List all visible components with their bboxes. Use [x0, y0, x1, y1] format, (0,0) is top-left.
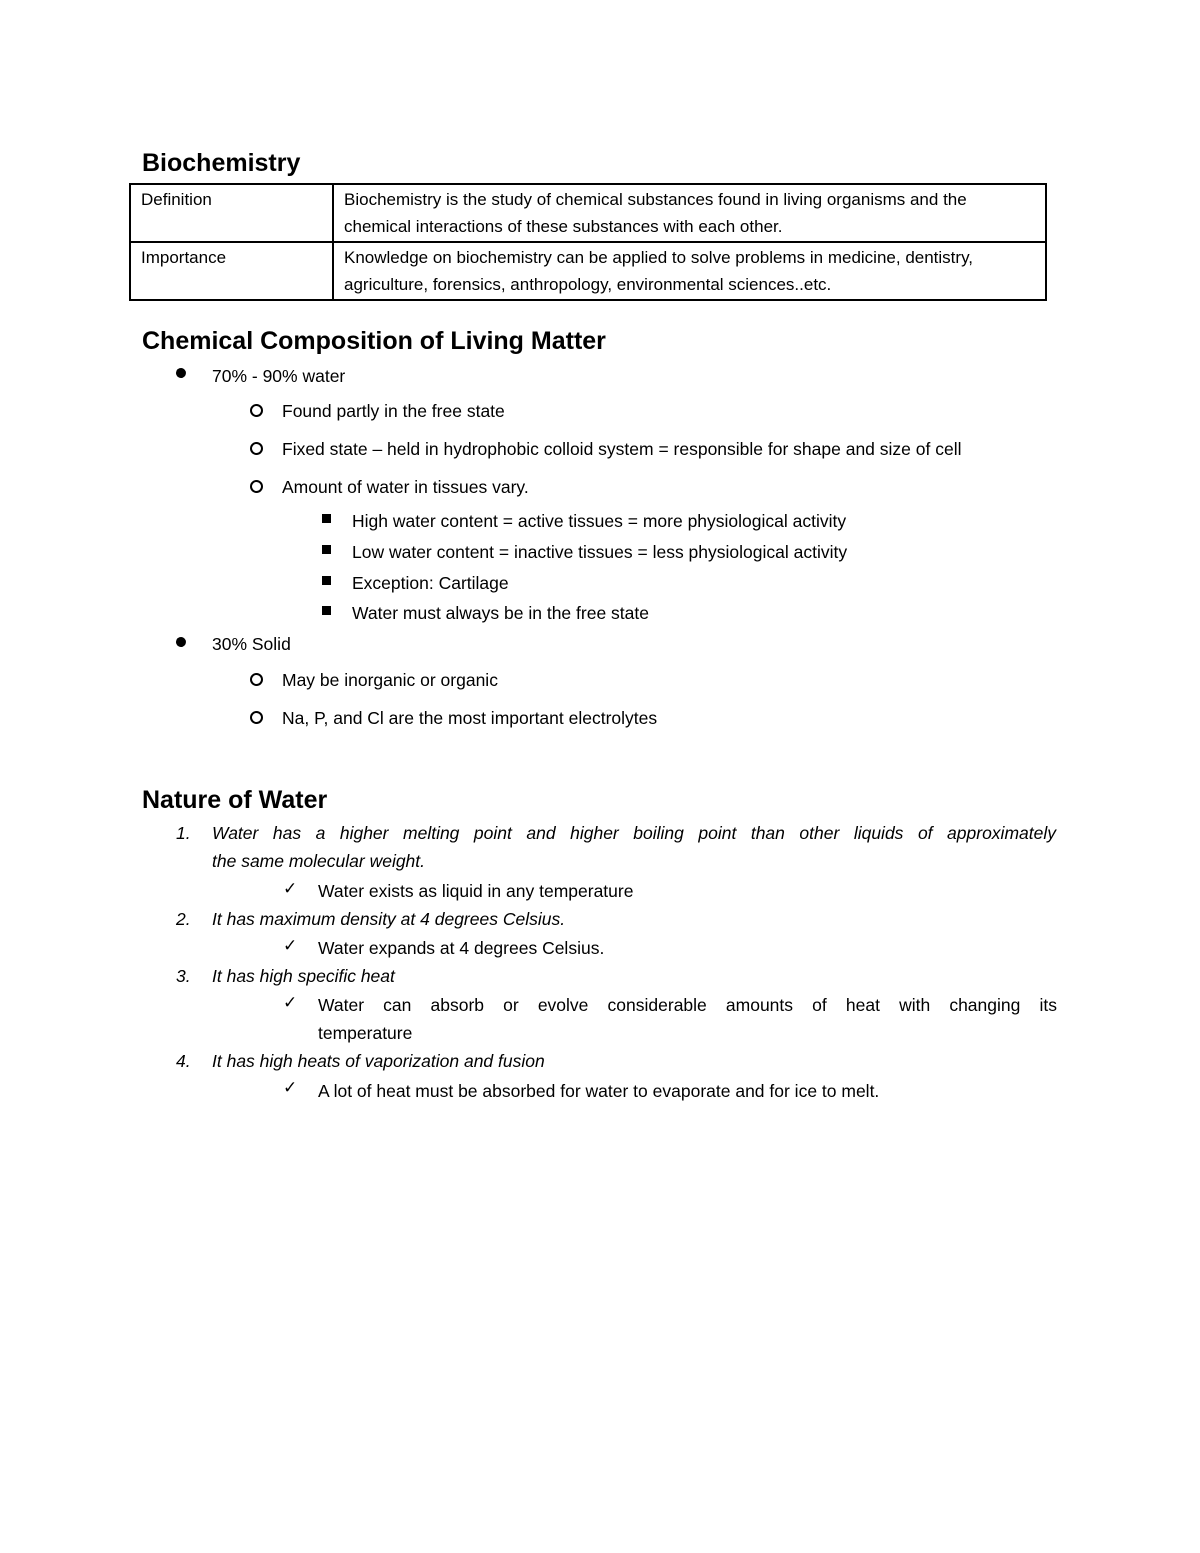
circle-bullet-icon	[250, 480, 263, 493]
list-number: 3.	[176, 966, 191, 986]
list-item: Amount of water in tissues vary.	[282, 477, 529, 497]
table-cell-label: Definition	[130, 184, 333, 242]
list-item: temperature	[318, 1023, 413, 1043]
bullet-icon	[175, 367, 188, 380]
checkmark-icon: ✓	[283, 993, 298, 1013]
table-cell-text: Biochemistry is the study of chemical substances found in living organisms and the chemical interactions of these substances with each other.	[333, 184, 1046, 242]
square-bullet-icon	[322, 576, 331, 585]
list-item: the same molecular weight.	[212, 851, 426, 871]
list-item: 70% - 90% water	[212, 366, 346, 386]
list-item: It has high heats of vaporization and fusion	[212, 1051, 545, 1071]
list-item: Fixed state – held in hydrophobic colloid system = responsible for shape and size of cell	[282, 439, 962, 459]
square-bullet-icon	[322, 606, 331, 615]
list-item: A lot of heat must be absorbed for water to evaporate and for ice to melt.	[318, 1081, 880, 1101]
checkmark-icon: ✓	[283, 936, 298, 956]
list-item: May be inorganic or organic	[282, 670, 498, 690]
list-item: 30% Solid	[212, 634, 291, 654]
list-item: It has high specific heat	[212, 966, 395, 986]
list-item: Exception: Cartilage	[352, 573, 509, 593]
list-item: Low water content = inactive tissues = less physiological activity	[352, 542, 848, 562]
circle-bullet-icon	[250, 673, 263, 686]
square-bullet-icon	[322, 545, 331, 554]
checkmark-icon: ✓	[283, 879, 298, 899]
section-title-composition: Chemical Composition of Living Matter	[142, 327, 606, 355]
table-cell-label: Importance	[130, 242, 333, 300]
list-item: It has maximum density at 4 degrees Celsius.	[212, 909, 566, 929]
table-row	[130, 184, 1046, 242]
table-row	[130, 242, 1046, 300]
list-number: 4.	[176, 1051, 191, 1071]
section-title-biochemistry: Biochemistry	[142, 149, 301, 177]
list-item: Water must always be in the free state	[352, 603, 649, 623]
square-bullet-icon	[322, 514, 331, 523]
checkmark-icon: ✓	[283, 1078, 298, 1098]
circle-bullet-icon	[250, 442, 263, 455]
circle-bullet-icon	[250, 404, 263, 417]
list-item: Water has a higher melting point and higher boiling point than other liquids of approximately	[212, 823, 1056, 843]
definition-table	[129, 183, 1047, 301]
list-item: Found partly in the free state	[282, 401, 505, 421]
list-number: 2.	[176, 909, 191, 929]
bullet-icon	[175, 636, 188, 649]
list-item: Water can absorb or evolve considerable amounts of heat with changing its	[318, 995, 1057, 1015]
circle-bullet-icon	[250, 711, 263, 724]
list-number: 1.	[176, 823, 191, 843]
list-item: Water expands at 4 degrees Celsius.	[318, 938, 605, 958]
table-cell-text: Knowledge on biochemistry can be applied to solve problems in medicine, dentistry, agriculture, forensics, anthropology, environmental sciences..etc.	[333, 242, 1046, 300]
section-title-nature-of-water: Nature of Water	[142, 786, 328, 814]
list-item: Water exists as liquid in any temperature	[318, 881, 634, 901]
list-item: Na, P, and Cl are the most important electrolytes	[282, 708, 658, 728]
list-item: High water content = active tissues = more physiological activity	[352, 511, 847, 531]
